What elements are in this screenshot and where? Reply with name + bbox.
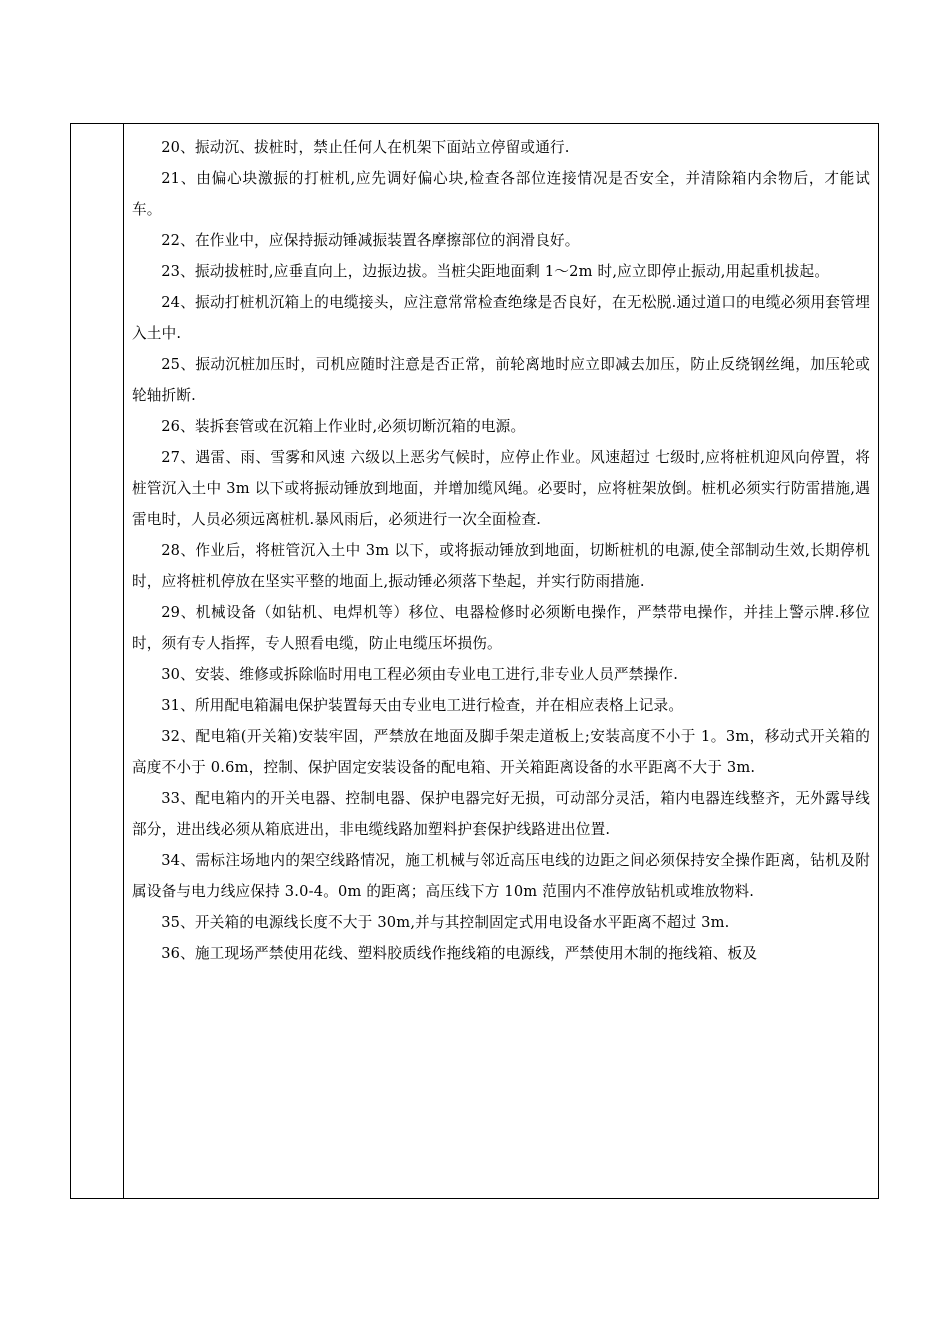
paragraph-34: 34、需标注场地内的架空线路情况，施工机械与邻近高压电线的边距之间必须保持安全操作距离，钻机及附属设备与电力线应保持 3.0-4。0m 的距离；高压线下方 10m 范围内不准停放钻机或堆放物料. xyxy=(132,852,870,900)
paragraph-25: 25、振动沉桩加压时，司机应随时注意是否正常，前轮离地时应立即减去加压，防止反绕钢丝绳，加压轮或轮轴折断. xyxy=(132,356,870,404)
paragraph-20: 20、振动沉、拔桩时，禁止任何人在机架下面站立停留或通行. xyxy=(161,139,570,156)
content-cell xyxy=(124,124,878,1198)
paragraph-21: 21、由偏心块激振的打桩机,应先调好偏心块,检查各部位连接情况是否安全，并清除箱内余物后，才能试车。 xyxy=(132,170,870,218)
paragraph-23: 23、振动拔桩时,应垂直向上，边振边拔。当桩尖距地面剩 1～2m 时,应立即停止振动,用起重机拔起。 xyxy=(161,263,830,280)
label-column xyxy=(71,124,124,1198)
paragraph-22: 22、在作业中，应保持振动锤减振装置各摩擦部位的润滑良好。 xyxy=(161,232,580,249)
paragraph-35: 35、开关箱的电源线长度不大于 30m,并与其控制固定式用电设备水平距离不超过 3m. xyxy=(161,914,730,931)
paragraph-32: 32、配电箱(开关箱)安装牢固，严禁放在地面及脚手架走道板上;安装高度不小于 1。3m，移动式开关箱的高度不小于 0.6m，控制、保护固定安装设备的配电箱、开关箱距离设备的水平距离不大于 3m. xyxy=(132,728,870,776)
paragraph-27: 27、遇雷、雨、雪雾和风速 六级以上恶劣气候时，应停止作业。风速超过 七级时,应将桩机迎风向停置，将桩管沉入土中 3m 以下或将振动锤放到地面，并增加缆风绳。必要时，应将桩架放倒。桩机必须实行防雷措施,遇雷电时，人员必须远离桩机.暴风雨后，必须进行一次全面检查. xyxy=(132,449,870,528)
paragraph-28: 28、作业后，将桩管沉入土中 3m 以下，或将振动锤放到地面，切断桩机的电源,使全部制动生效,长期停机时，应将桩机停放在坚实平整的地面上,振动锤必须落下垫起，并实行防雨措施. xyxy=(132,542,870,590)
paragraph-24: 24、振动打桩机沉箱上的电缆接头，应注意常常检查绝缘是否良好，在无松脱.通过道口的电缆必须用套管埋入土中. xyxy=(132,294,870,342)
paragraph-29: 29、机械设备（如钻机、电焊机等）移位、电器检修时必须断电操作，严禁带电操作，并挂上警示牌.移位时，须有专人指挥，专人照看电缆，防止电缆压坏损伤。 xyxy=(132,604,870,652)
paragraph-31: 31、所用配电箱漏电保护装置每天由专业电工进行检查，并在相应表格上记录。 xyxy=(161,697,684,714)
paragraph-33: 33、配电箱内的开关电器、控制电器、保护电器完好无损，可动部分灵活，箱内电器连线整齐，无外露导线部分，进出线必须从箱底进出，非电缆线路加塑料护套保护线路进出位置. xyxy=(132,790,870,838)
paragraph-26: 26、装拆套管或在沉箱上作业时,必须切断沉箱的电源。 xyxy=(161,418,526,435)
paragraph-36: 36、施工现场严禁使用花线、塑料胶质线作拖线箱的电源线，严禁使用木制的拖线箱、板及 xyxy=(161,945,758,962)
paragraph-30: 30、安装、维修或拆除临时用电工程必须由专业电工进行,非专业人员严禁操作. xyxy=(161,666,679,683)
document-table xyxy=(70,123,879,1199)
